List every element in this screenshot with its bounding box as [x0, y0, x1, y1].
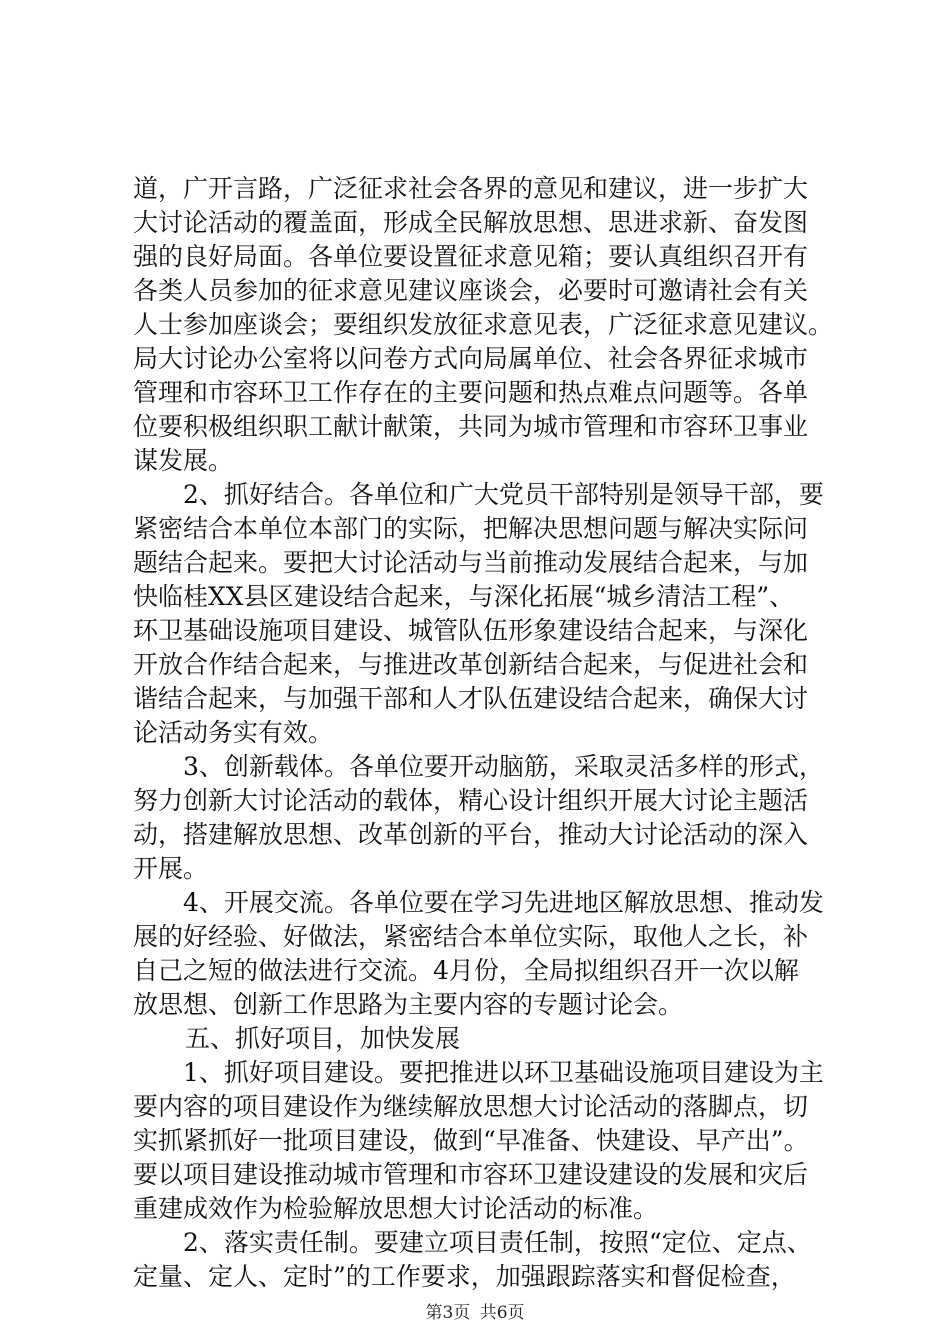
page-footer — [0, 1302, 950, 1324]
text-line: 谋发展。 — [133, 446, 234, 475]
paragraph-start-line: 3、创新载体。各单位要开动脑筋，采取灵活多样的形式， — [183, 752, 824, 781]
text-line: 各类人员参加的征求意见建议座谈会，必要时可邀请社会有关 — [133, 276, 809, 305]
paragraph-start-line: 2、落实责任制。要建立项目责任制，按照“定位、定点、 — [183, 1228, 812, 1257]
text-line: 大讨论活动的覆盖面，形成全民解放思想、思进求新、奋发图 — [133, 208, 809, 237]
text-line: 局大讨论办公室将以问卷方式向局属单位、社会各界征求城市 — [133, 344, 809, 373]
text-line: 自己之短的做法进行交流。4月份，全局拟组织召开一次以解 — [133, 956, 799, 985]
text-line: 管理和市容环卫工作存在的主要问题和热点难点问题等。各单 — [133, 378, 809, 407]
text-line: 人士参加座谈会；要组织发放征求意见表，广泛征求意见建议。 — [133, 310, 833, 339]
page-number: 第3页 — [425, 1303, 471, 1323]
text-line: 开展。 — [133, 854, 209, 883]
paragraph-start-line: 4、开展交流。各单位要在学习先进地区解放思想、推动发 — [183, 888, 824, 917]
text-line: 论活动务实有效。 — [133, 718, 334, 747]
text-line: 开放合作结合起来，与推进改革创新结合起来，与促进社会和 — [133, 650, 809, 679]
text-line: 动，搭建解放思想、改革创新的平台，推动大讨论活动的深入 — [133, 820, 809, 849]
text-line: 紧密结合本单位本部门的实际，把解决思想问题与解决实际问 — [133, 514, 809, 543]
text-line: 强的良好局面。各单位要设置征求意见箱；要认真组织召开有 — [133, 242, 809, 271]
text-line: 快临桂XX县区建设结合起来，与深化拓展“城乡清洁工程”、 — [133, 582, 795, 611]
text-line: 要内容的项目建设作为继续解放思想大讨论活动的落脚点，切 — [133, 1092, 809, 1121]
text-line: 重建成效作为检验解放思想大讨论活动的标准。 — [133, 1194, 659, 1223]
section-heading: 五、抓好项目，加快发展 — [185, 1024, 461, 1053]
text-line: 环卫基础设施项目建设、城管队伍形象建设结合起来，与深化 — [133, 616, 809, 645]
text-line: 要以项目建设推动城市管理和市容环卫建设建设的发展和灾后 — [133, 1160, 809, 1189]
text-line: 题结合起来。要把大讨论活动与当前推动发展结合起来，与加 — [133, 548, 809, 577]
text-line: 定量、定人、定时”的工作要求，加强跟踪落实和督促检查， — [133, 1262, 796, 1291]
paragraph-start-line: 2、抓好结合。各单位和广大党员干部特别是领导干部，要 — [183, 480, 824, 509]
text-line: 谐结合起来，与加强干部和人才队伍建设结合起来，确保大讨 — [133, 684, 809, 713]
page-total: 共6页 — [479, 1303, 525, 1323]
text-line: 放思想、创新工作思路为主要内容的专题讨论会。 — [133, 990, 684, 1019]
text-line: 展的好经验、好做法，紧密结合本单位实际，取他人之长，补 — [133, 922, 809, 951]
text-line: 道，广开言路，广泛征求社会各界的意见和建议，进一步扩大 — [133, 174, 809, 203]
text-line: 实抓紧抓好一批项目建设，做到“早准备、快建设、早产出”。 — [133, 1126, 809, 1155]
paragraph-start-line: 1、抓好项目建设。要把推进以环卫基础设施项目建设为主 — [183, 1058, 824, 1087]
text-line: 努力创新大讨论活动的载体，精心设计组织开展大讨论主题活 — [133, 786, 809, 815]
text-line: 位要积极组织职工献计献策，共同为城市管理和市容环卫事业 — [133, 412, 809, 441]
